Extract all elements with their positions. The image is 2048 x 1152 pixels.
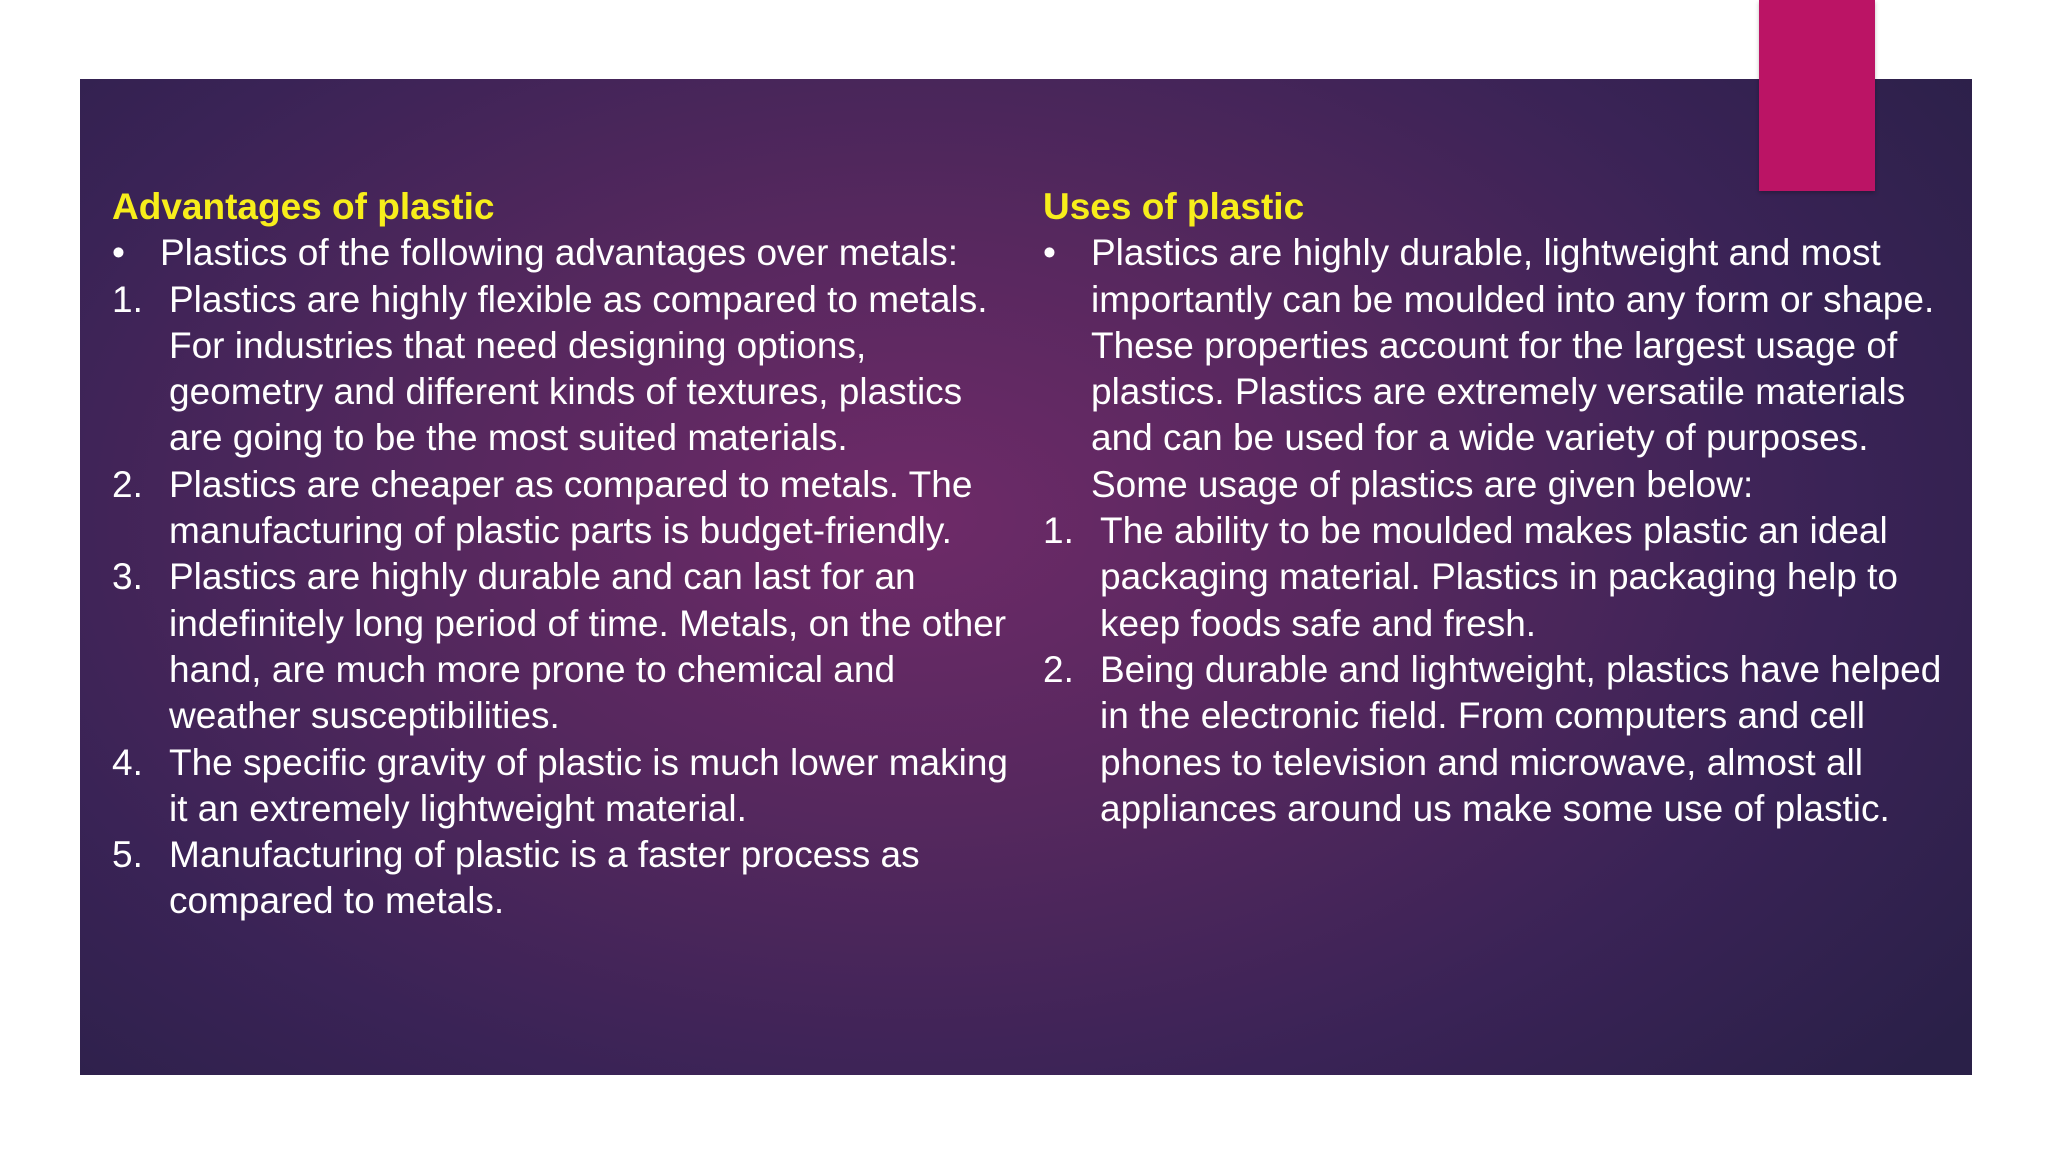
item-text: The specific gravity of plastic is much lower making it an extremely lightweight material.	[169, 741, 1008, 829]
item-number: 2.	[112, 463, 143, 505]
use-item-2	[1043, 647, 1943, 832]
item-text: Plastics are highly flexible as compared to metals. For industries that need designing options, geometry and different kinds of textures, plastics are going to be the most suited materials.	[169, 278, 988, 459]
accent-tab	[1759, 0, 1875, 191]
use-item-1	[1043, 508, 1943, 647]
item-text: Plastics are highly durable and can last for an indefinitely long period of time. Metals, on the other hand, are much more prone to chemical and weather susceptibilities.	[169, 556, 1007, 737]
advantage-item-5	[112, 832, 1017, 925]
advantage-item-2	[112, 462, 1017, 555]
item-number: 3.	[112, 556, 143, 598]
item-text: The ability to be moulded makes plastic an ideal packaging material. Plastics in packaging help to keep foods safe and fresh.	[1100, 510, 1899, 644]
uses-intro	[1043, 230, 1943, 508]
item-number: 1.	[1043, 510, 1074, 552]
advantage-item-1	[112, 277, 1017, 462]
advantage-item-4	[112, 740, 1017, 833]
bullet-marker: •	[1043, 232, 1056, 274]
item-number: 5.	[112, 834, 143, 876]
uses-intro-text: Plastics are highly durable, lightweight and most importantly can be moulded into any form or shape. These properties account for the largest usage of plastics. Plastics are extremely versatile materials and can be used for a wide variety of purposes. Some usage of plastics are given below:	[1091, 232, 1935, 505]
item-number: 2.	[1043, 648, 1074, 690]
advantages-column	[112, 184, 1017, 925]
item-number: 1.	[112, 278, 143, 320]
bullet-marker: •	[112, 232, 125, 274]
item-text: Plastics are cheaper as compared to metals. The manufacturing of plastic parts is budget-friendly.	[169, 463, 973, 552]
advantages-heading: Advantages of plastic	[112, 186, 495, 227]
uses-column	[1043, 184, 1943, 832]
item-text: Manufacturing of plastic is a faster process as compared to metals.	[169, 834, 920, 922]
uses-heading: Uses of plastic	[1043, 186, 1305, 227]
item-number: 4.	[112, 741, 143, 783]
advantages-intro-text: Plastics of the following advantages over metals:	[160, 232, 958, 274]
item-text: Being durable and lightweight, plastics have helped in the electronic field. From computers and cell phones to television and microwave, almost all appliances around us make some use of plastic.	[1100, 648, 1942, 829]
advantages-intro	[112, 230, 1017, 276]
advantage-item-3	[112, 554, 1017, 739]
